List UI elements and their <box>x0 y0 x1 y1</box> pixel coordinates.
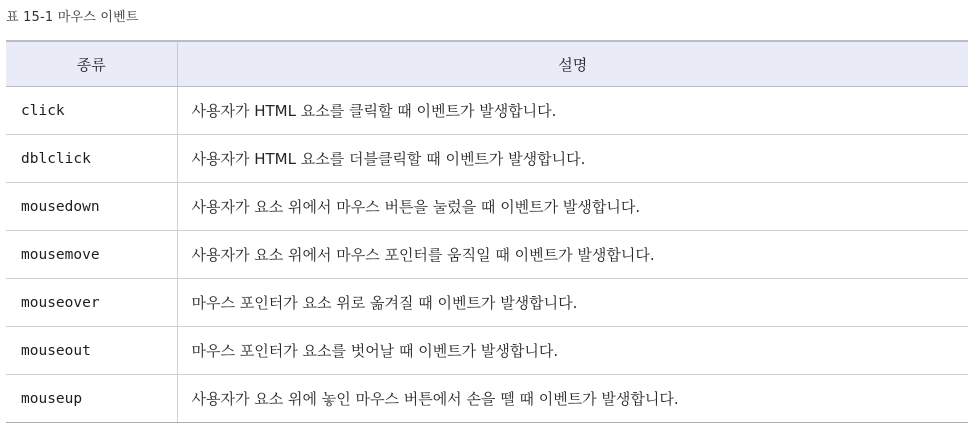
mouse-events-table <box>6 40 968 423</box>
table-row <box>6 183 968 231</box>
event-type-cell: mousedown <box>6 183 177 231</box>
event-type-cell: mouseout <box>6 327 177 375</box>
event-type-cell: dblclick <box>6 135 177 183</box>
table-row <box>6 135 968 183</box>
table-row <box>6 87 968 135</box>
event-description-cell: 사용자가 HTML 요소를 더블클릭할 때 이벤트가 발생합니다. <box>177 135 968 183</box>
column-header-description: 설명 <box>177 41 968 87</box>
event-description-cell: 사용자가 요소 위에 놓인 마우스 버튼에서 손을 뗄 때 이벤트가 발생합니다. <box>177 375 968 423</box>
table-row <box>6 375 968 423</box>
event-description-cell: 사용자가 HTML 요소를 클릭할 때 이벤트가 발생합니다. <box>177 87 968 135</box>
event-description-cell: 사용자가 요소 위에서 마우스 포인터를 움직일 때 이벤트가 발생합니다. <box>177 231 968 279</box>
event-type-cell: click <box>6 87 177 135</box>
table-header <box>6 41 968 87</box>
table-caption: 표 15-1 마우스 이벤트 <box>6 10 139 25</box>
table-row <box>6 327 968 375</box>
event-type-cell: mouseover <box>6 279 177 327</box>
mouse-events-table-container <box>6 40 968 423</box>
table-row <box>6 279 968 327</box>
table-row <box>6 231 968 279</box>
event-description-cell: 마우스 포인터가 요소를 벗어날 때 이벤트가 발생합니다. <box>177 327 968 375</box>
event-type-cell: mousemove <box>6 231 177 279</box>
column-header-type: 종류 <box>6 41 177 87</box>
event-type-cell: mouseup <box>6 375 177 423</box>
table-body <box>6 87 968 423</box>
event-description-cell: 마우스 포인터가 요소 위로 옮겨질 때 이벤트가 발생합니다. <box>177 279 968 327</box>
event-description-cell: 사용자가 요소 위에서 마우스 버튼을 눌렀을 때 이벤트가 발생합니다. <box>177 183 968 231</box>
header-row <box>6 41 968 87</box>
